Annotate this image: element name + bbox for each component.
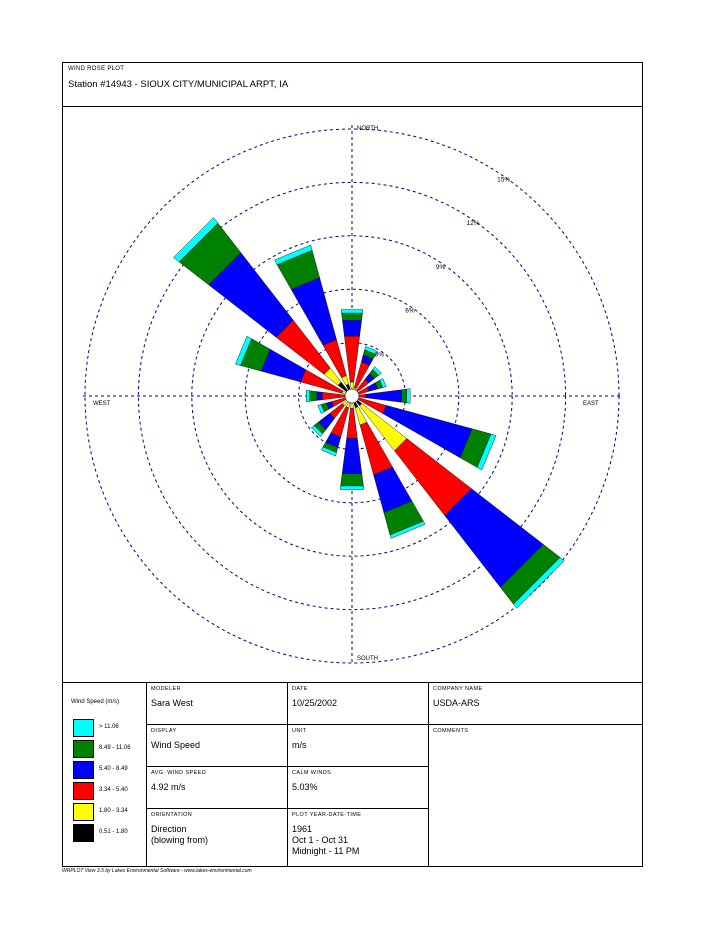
plot-year-cell <box>287 809 428 867</box>
petal-s-segment <box>340 486 364 490</box>
ring-label: 9% <box>435 263 446 271</box>
unit-label: UNIT <box>292 728 307 734</box>
date-value: 10/25/2002 <box>292 698 338 708</box>
orientation-value: Direction (blowing from) <box>151 824 209 845</box>
legend-item <box>73 803 133 821</box>
petal-s-segment <box>341 474 364 486</box>
plot-year-value: 1961 Oct 1 - Oct 31 Midnight - 11 PM <box>292 824 360 856</box>
legend-item <box>73 782 133 800</box>
company-value: USDA-ARS <box>433 698 480 708</box>
unit-cell <box>287 725 428 767</box>
orientation-label: ORIENTATION <box>151 812 193 818</box>
calm-winds-cell <box>287 767 428 809</box>
ring-label: 12% <box>466 220 480 227</box>
display-value: Wind Speed <box>151 740 201 750</box>
legend-swatch <box>73 824 94 842</box>
compass-west: WEST <box>93 401 111 407</box>
legend-item <box>73 824 133 842</box>
ring-labels <box>375 176 511 358</box>
comments-cell <box>428 725 642 867</box>
compass-east: EAST <box>583 401 599 407</box>
legend-cell <box>63 683 147 867</box>
legend-swatch <box>73 719 94 737</box>
legend-item <box>73 761 133 779</box>
display-cell <box>146 725 287 767</box>
date-cell <box>287 683 428 725</box>
legend-label: 8.49 - 11.06 <box>99 745 131 751</box>
legend-label: > 11.06 <box>99 724 119 730</box>
petal-w-segment <box>310 391 317 402</box>
petal-e-segment <box>407 389 411 404</box>
legend-label: 0.51 - 1.80 <box>99 829 128 835</box>
petal-n-segment <box>342 320 361 336</box>
report-header <box>63 63 642 107</box>
station-title: Station #14943 - SIOUX CITY/MUNICIPAL ARPT, IA <box>68 79 289 90</box>
legend-label: 1.80 - 3.34 <box>99 808 128 814</box>
petal-n-segment <box>344 336 359 382</box>
legend-swatch <box>73 803 94 821</box>
orientation-cell <box>146 809 287 867</box>
petal-s-segment <box>351 403 354 408</box>
legend-label: 3.34 - 5.40 <box>99 787 128 793</box>
calm-winds-label: CALM WINDS <box>292 770 332 776</box>
calm-winds-value: 5.03% <box>292 782 318 792</box>
plot-year-label: PLOT YEAR-DATE-TIME <box>292 812 362 818</box>
software-footer: WRPLOT View 3.5 by Lakes Environmental Software - www.lakes-environmental.com <box>62 868 252 874</box>
compass-south: SOUTH <box>357 656 378 662</box>
petals-group <box>174 218 565 609</box>
petal-e-segment <box>359 394 366 398</box>
legend-item <box>73 719 133 737</box>
wind-rose-plot-area <box>63 107 642 682</box>
calm-circle <box>345 389 359 403</box>
petal-s-segment <box>342 438 362 473</box>
petal-w-segment <box>306 390 310 402</box>
legend-swatch <box>73 761 94 779</box>
modeler-label: MODELER <box>151 686 181 692</box>
display-label: DISPLAY <box>151 728 177 734</box>
wind-rose-report <box>62 62 643 867</box>
petal-n-segment <box>350 382 354 389</box>
unit-value: m/s <box>292 740 307 750</box>
wind-rose-chart <box>63 107 642 682</box>
avg-speed-label: AVG. WIND SPEED <box>151 770 207 776</box>
legend-swatch <box>73 740 94 758</box>
legend-label: 5.40 - 8.49 <box>99 766 128 772</box>
legend-swatch <box>73 782 94 800</box>
petal-e-segment <box>401 389 406 403</box>
ring-label: 6% <box>405 307 415 315</box>
ring-label: 15% <box>497 176 511 184</box>
avg-speed-value: 4.92 m/s <box>151 782 186 792</box>
petal-s-segment <box>347 408 358 438</box>
plot-type-label: WIND ROSE PLOT <box>68 66 125 72</box>
modeler-cell <box>146 683 287 725</box>
petal-w-segment <box>317 392 322 401</box>
avg-speed-cell <box>146 767 287 809</box>
company-cell <box>428 683 642 725</box>
date-label: DATE <box>292 686 308 692</box>
petal-e-segment <box>366 390 401 402</box>
company-label: COMPANY NAME <box>433 686 483 692</box>
info-panel <box>63 682 642 866</box>
legend-title: Wind Speed (m/s) <box>71 699 120 705</box>
ring-label: 3% <box>374 351 385 359</box>
petal-n-segment <box>342 313 363 320</box>
modeler-value: Sara West <box>151 698 193 708</box>
comments-label: COMMENTS <box>433 728 469 734</box>
legend-item <box>73 740 133 758</box>
compass-north: NORTH <box>357 126 379 132</box>
petal-n-segment <box>341 310 363 314</box>
